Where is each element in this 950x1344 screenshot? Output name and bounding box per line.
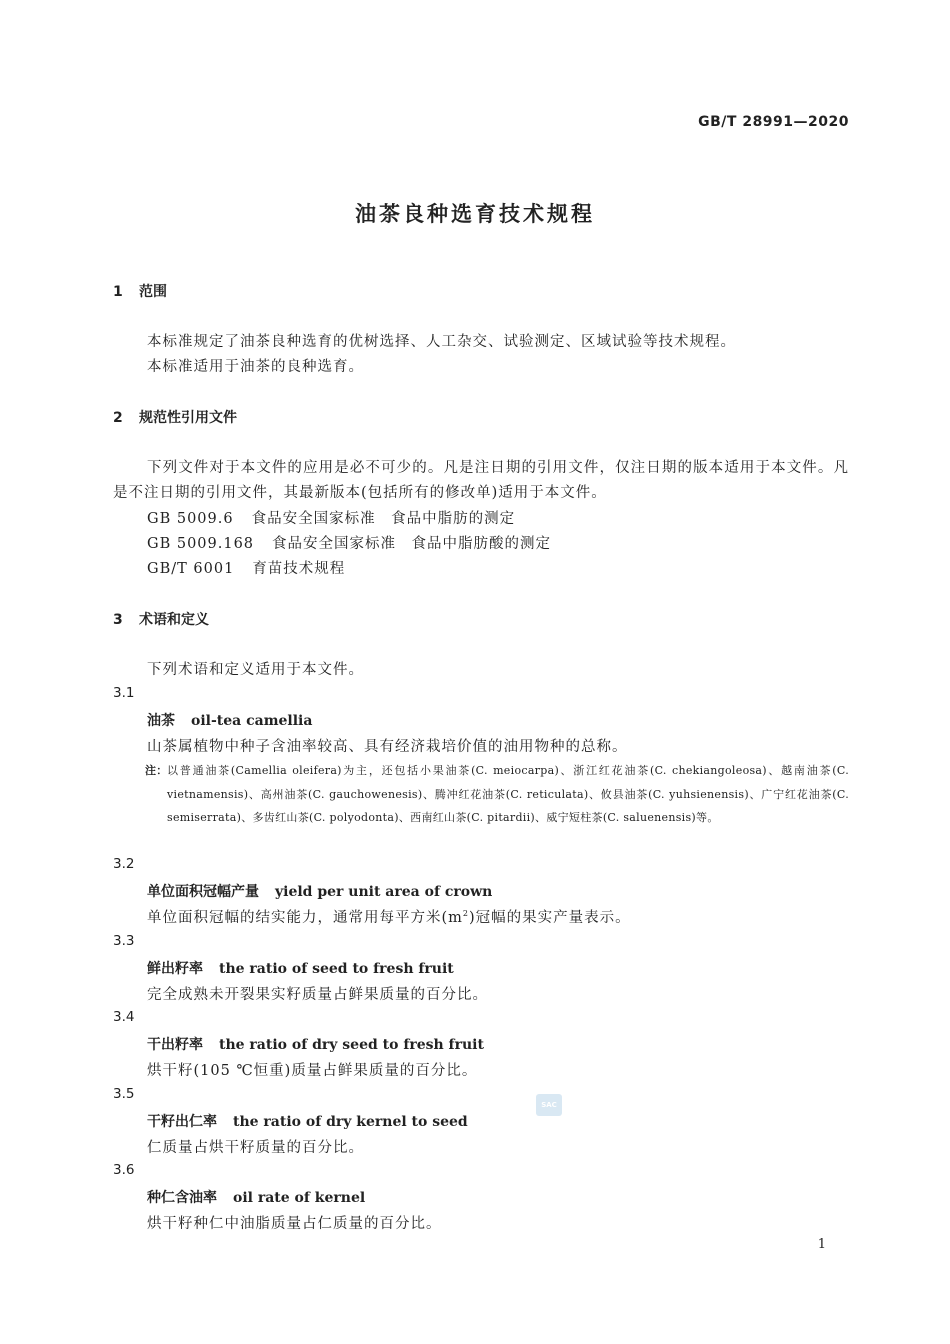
term-heading (147, 1034, 484, 1054)
reference-item (147, 557, 345, 578)
section-title: 规范性引用文件 (139, 410, 237, 426)
section-number: 2 (113, 410, 123, 426)
term-en: the ratio of seed to fresh fruit (219, 961, 454, 977)
page-number: 1 (817, 1237, 826, 1252)
term-en: yield per unit area of crown (275, 884, 493, 900)
term-zh: 干籽出仁率 (147, 1114, 217, 1130)
section-title: 术语和定义 (139, 612, 209, 628)
term-en: oil-tea camellia (191, 713, 313, 729)
section-2-heading (113, 407, 237, 427)
term-definition: 完全成熟未开裂果实籽质量占鲜果质量的百分比。 (147, 987, 488, 1003)
term-heading (147, 1111, 468, 1131)
term-number: 3.1 (113, 685, 135, 701)
term-number: 3.3 (113, 933, 135, 949)
term-zh: 鲜出籽率 (147, 961, 203, 977)
term-en: the ratio of dry seed to fresh fruit (219, 1037, 484, 1053)
note-label: 注： (145, 764, 168, 777)
term-heading (147, 710, 312, 730)
reference-code: GB 5009.168 (147, 536, 255, 552)
standard-number: GB/T 28991—2020 (698, 114, 849, 130)
scope-paragraph: 本标准适用于油茶的良种选育。 (147, 359, 364, 375)
term-definition: 山茶属植物中种子含油率较高、具有经济栽培价值的油用物种的总称。 (147, 739, 628, 755)
note-body: 以普通油茶(Camellia oleifera)为主，还包括小果油茶(C. meiocarpa)、浙江红花油茶(C. chekiangoleosa)、越南油茶(C. vietnamensis)、高州油茶(C. gauchowenesis)、腾冲红花油茶(C. reticulata)、攸县油茶(C. yuhsienensis)、广宁红花油茶(C. semiserrata)、多齿红山茶(C. polyodonta)、西南红山茶(C. pitardii)、威宁短柱茶(C. saluenensis)等。 (167, 764, 849, 824)
term-zh: 单位面积冠幅产量 (147, 884, 259, 900)
reference-item (147, 532, 551, 553)
reference-code: GB/T 6001 (147, 561, 235, 577)
section-1-heading (113, 281, 167, 301)
term-number: 3.4 (113, 1009, 135, 1025)
term-number: 3.6 (113, 1162, 135, 1178)
terms-intro: 下列术语和定义适用于本文件。 (147, 662, 364, 678)
term-note (145, 759, 849, 830)
reference-title: 食品安全国家标准 食品中脂肪的测定 (251, 511, 516, 527)
definition-text: 单位面积冠幅的结实能力，通常用每平方米(m (147, 910, 463, 926)
term-definition: 烘干籽(105 ℃恒重)质量占鲜果质量的百分比。 (147, 1063, 478, 1079)
scope-paragraph: 本标准规定了油茶良种选育的优树选择、人工杂交、试验测定、区域试验等技术规程。 (147, 334, 736, 350)
sac-watermark-logo: SAC (536, 1094, 562, 1116)
term-en: the ratio of dry kernel to seed (233, 1114, 468, 1130)
definition-text: )冠幅的果实产量表示。 (469, 910, 631, 926)
term-heading (147, 881, 492, 901)
term-heading (147, 1187, 365, 1207)
reference-code: GB 5009.6 (147, 511, 234, 527)
term-definition (147, 906, 631, 927)
reference-item (147, 507, 515, 528)
reference-title: 食品安全国家标准 食品中脂肪酸的测定 (272, 536, 552, 552)
normative-references-intro: 下列文件对于本文件的应用是必不可少的。凡是注日期的引用文件，仅注日期的版本适用于本文件。凡是不注日期的引用文件，其最新版本(包括所有的修改单)适用于本文件。 (113, 460, 849, 501)
term-en: oil rate of kernel (233, 1190, 366, 1206)
term-number: 3.5 (113, 1086, 135, 1102)
term-heading (147, 958, 454, 978)
section-number: 1 (113, 284, 123, 300)
section-3-heading (113, 609, 209, 629)
term-zh: 油茶 (147, 713, 175, 729)
section-number: 3 (113, 612, 123, 628)
reference-title: 育苗技术规程 (252, 561, 346, 577)
section-title: 范围 (139, 284, 167, 300)
term-number: 3.2 (113, 856, 135, 872)
term-zh: 种仁含油率 (147, 1190, 217, 1206)
term-definition: 烘干籽种仁中油脂质量占仁质量的百分比。 (147, 1216, 442, 1232)
term-definition: 仁质量占烘干籽质量的百分比。 (147, 1140, 364, 1156)
superscript: 2 (462, 909, 469, 919)
term-zh: 干出籽率 (147, 1037, 203, 1053)
document-title: 油茶良种选育技术规程 (355, 202, 595, 226)
